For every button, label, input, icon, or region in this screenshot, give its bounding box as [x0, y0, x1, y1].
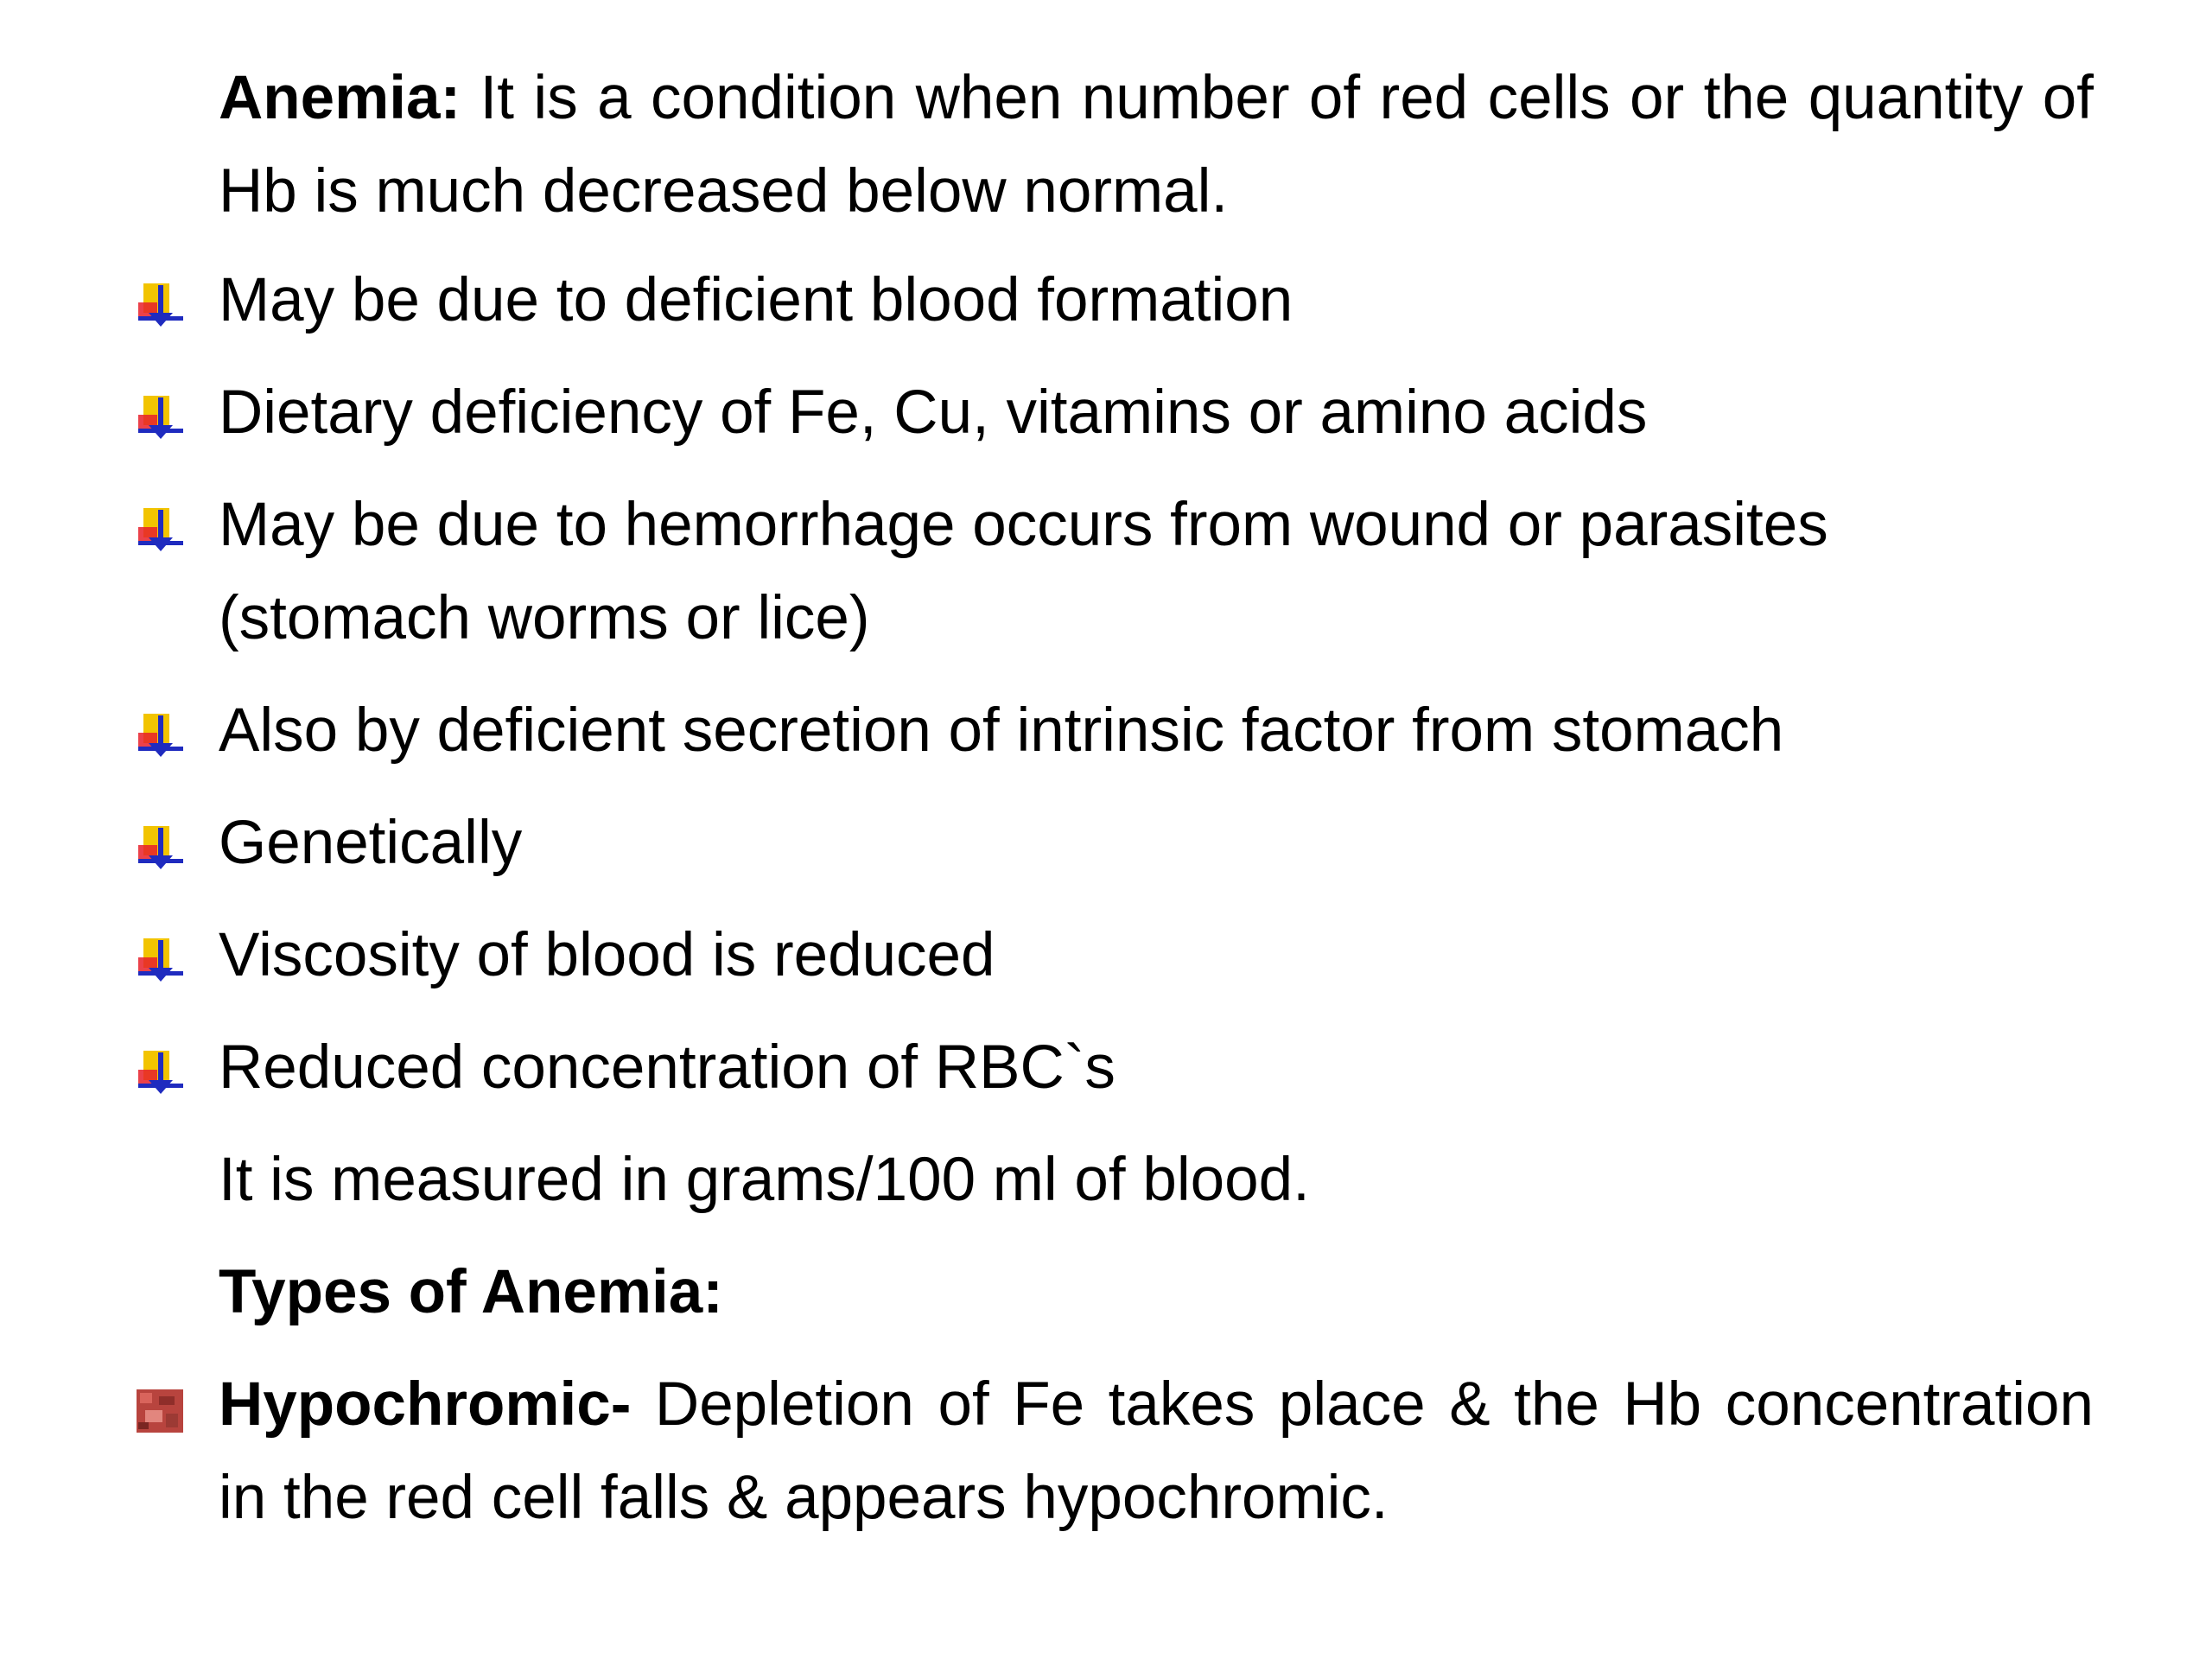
cause-item: [219, 909, 2094, 1002]
type-item: [219, 1358, 2094, 1545]
cause-item: [219, 479, 2094, 665]
definition-term: Anemia:: [219, 64, 461, 132]
arrow-bullet-icon: [135, 935, 187, 987]
arrow-bullet-icon: [135, 710, 187, 762]
cause-text: Genetically: [219, 809, 523, 877]
cause-item: [219, 684, 2094, 778]
arrow-bullet-icon: [135, 392, 187, 444]
cause-text: May be due to hemorrhage occurs from wound or parasites (stomach worms or lice): [219, 491, 1828, 652]
arrow-bullet-icon: [135, 1047, 187, 1099]
cause-item: [219, 1021, 2094, 1115]
cause-text: Also by deficient secretion of intrinsic factor from stomach: [219, 696, 1784, 765]
arrow-bullet-icon: [135, 823, 187, 874]
cause-item: [219, 797, 2094, 890]
cause-item: [219, 254, 2094, 347]
cause-text: May be due to deficient blood formation: [219, 266, 1294, 334]
type-text: Depletion of Fe takes place & the Hb concentration in the red cell falls & appears hypochromic.: [219, 1370, 2094, 1532]
cause-text: Dietary deficiency of Fe, Cu, vitamins or amino acids: [219, 378, 1648, 447]
types-heading: Types of Anemia:: [219, 1258, 723, 1326]
definition-text: It is a condition when number of red cells or the quantity of Hb is much decreased below normal.: [219, 64, 2094, 226]
cause-item: [219, 366, 2094, 460]
cause-text: Reduced concentration of RBC`s: [219, 1033, 1116, 1102]
measurement-text: It is measured in grams/100 ml of blood.: [219, 1146, 1310, 1214]
cause-text: Viscosity of blood is reduced: [219, 921, 995, 989]
arrow-bullet-icon: [135, 280, 187, 332]
arrow-bullet-icon: [135, 505, 187, 556]
type-term: Hypochromic-: [219, 1370, 632, 1439]
definition-paragraph: [219, 52, 2094, 238]
textured-square-bullet-icon: [135, 1384, 187, 1436]
